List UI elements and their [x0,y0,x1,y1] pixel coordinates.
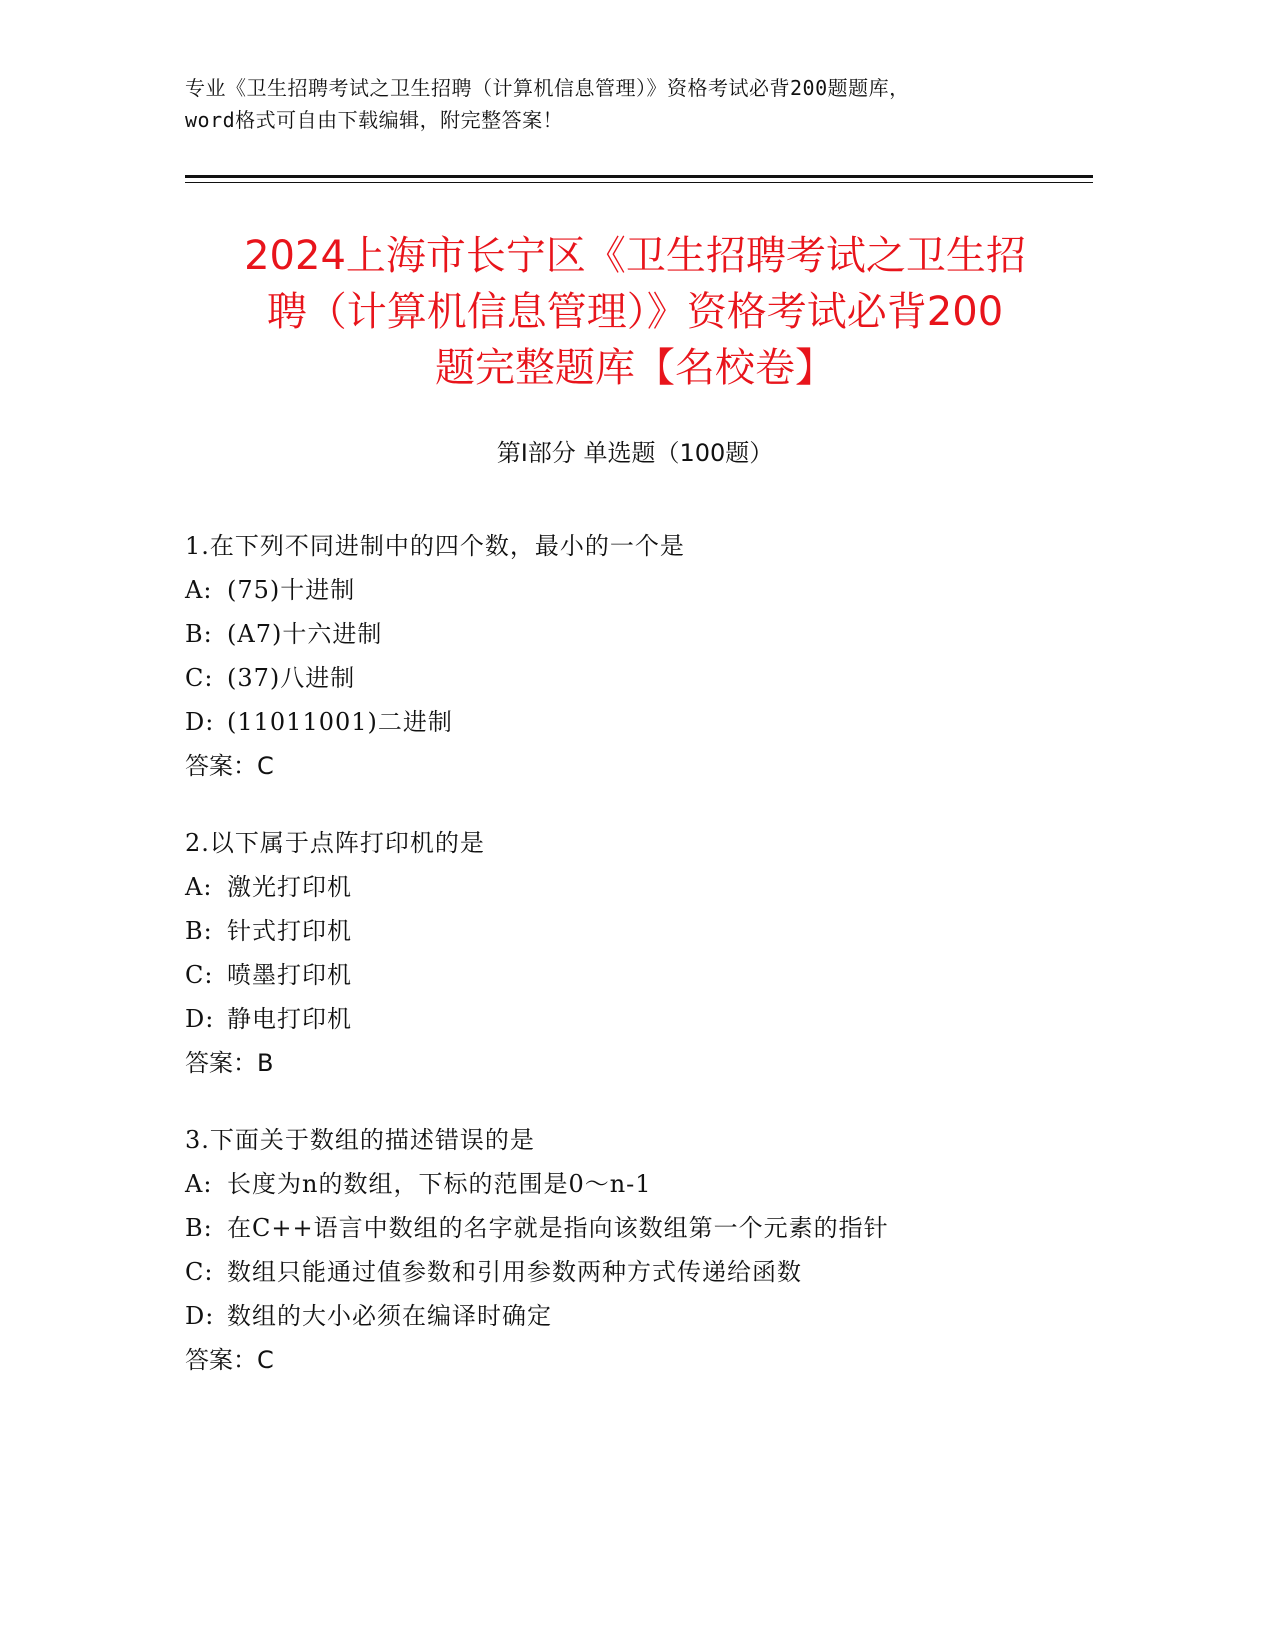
answer-line: 答案：C [185,1346,274,1374]
option-a [185,568,1085,612]
header-divider-thin [185,182,1093,183]
option-prefix: D: [185,1302,215,1330]
header-note-line-1: 专业《卫生招聘考试之卫生招聘（计算机信息管理）》资格考试必背200题题库， [185,76,910,100]
option-text: (11011001)二进制 [227,708,453,736]
option-c [185,953,1085,997]
option-prefix: B: [185,620,213,648]
option-prefix: A: [185,576,213,604]
answer-line: 答案：B [185,1049,274,1077]
option-b [185,1206,1085,1250]
option-d [185,700,1085,744]
question-item [185,1118,1085,1382]
section-title: 第Ⅰ部分 单选题（100题） [496,439,774,467]
option-prefix: B: [185,917,213,945]
option-b [185,612,1085,656]
option-text: 针式打印机 [227,917,352,945]
option-d [185,1294,1085,1338]
option-text: 喷墨打印机 [227,961,352,989]
question-stem: 3.下面关于数组的描述错误的是 [185,1126,535,1154]
question-item [185,821,1085,1085]
question-list [185,524,1085,1415]
answer-line: 答案：C [185,752,274,780]
option-prefix: C: [185,664,214,692]
option-text: (A7)十六进制 [227,620,383,648]
question-stem: 1.在下列不同进制中的四个数，最小的一个是 [185,532,685,560]
option-a [185,1162,1085,1206]
question-item [185,524,1085,788]
option-c [185,656,1085,700]
document-title-line-1: 2024上海市长宁区《卫生招聘考试之卫生招 [244,233,1026,279]
document-title [180,228,1090,396]
header-divider-thick [185,175,1093,178]
option-prefix: A: [185,1170,213,1198]
option-text: 静电打印机 [227,1005,352,1033]
header-note [185,72,1085,136]
header-note-line-2: word格式可自由下载编辑，附完整答案！ [185,108,564,132]
option-prefix: D: [185,1005,215,1033]
document-title-line-3: 题完整题库【名校卷】 [435,345,835,391]
question-stem: 2.以下属于点阵打印机的是 [185,829,485,857]
option-d [185,997,1085,1041]
option-prefix: A: [185,873,213,901]
option-c [185,1250,1085,1294]
option-prefix: C: [185,1258,214,1286]
document-title-line-2: 聘（计算机信息管理）》资格考试必背200 [266,289,1004,335]
option-prefix: D: [185,708,215,736]
option-text: (37)八进制 [227,664,356,692]
option-text: 数组只能通过值参数和引用参数两种方式传递给函数 [227,1258,802,1286]
option-text: 长度为n的数组，下标的范围是0～n-1 [227,1170,652,1198]
option-prefix: B: [185,1214,213,1242]
option-a [185,865,1085,909]
option-text: (75)十进制 [227,576,356,604]
option-text: 在C++语言中数组的名字就是指向该数组第一个元素的指针 [227,1214,889,1242]
option-text: 数组的大小必须在编译时确定 [227,1302,552,1330]
option-text: 激光打印机 [227,873,352,901]
option-b [185,909,1085,953]
option-prefix: C: [185,961,214,989]
